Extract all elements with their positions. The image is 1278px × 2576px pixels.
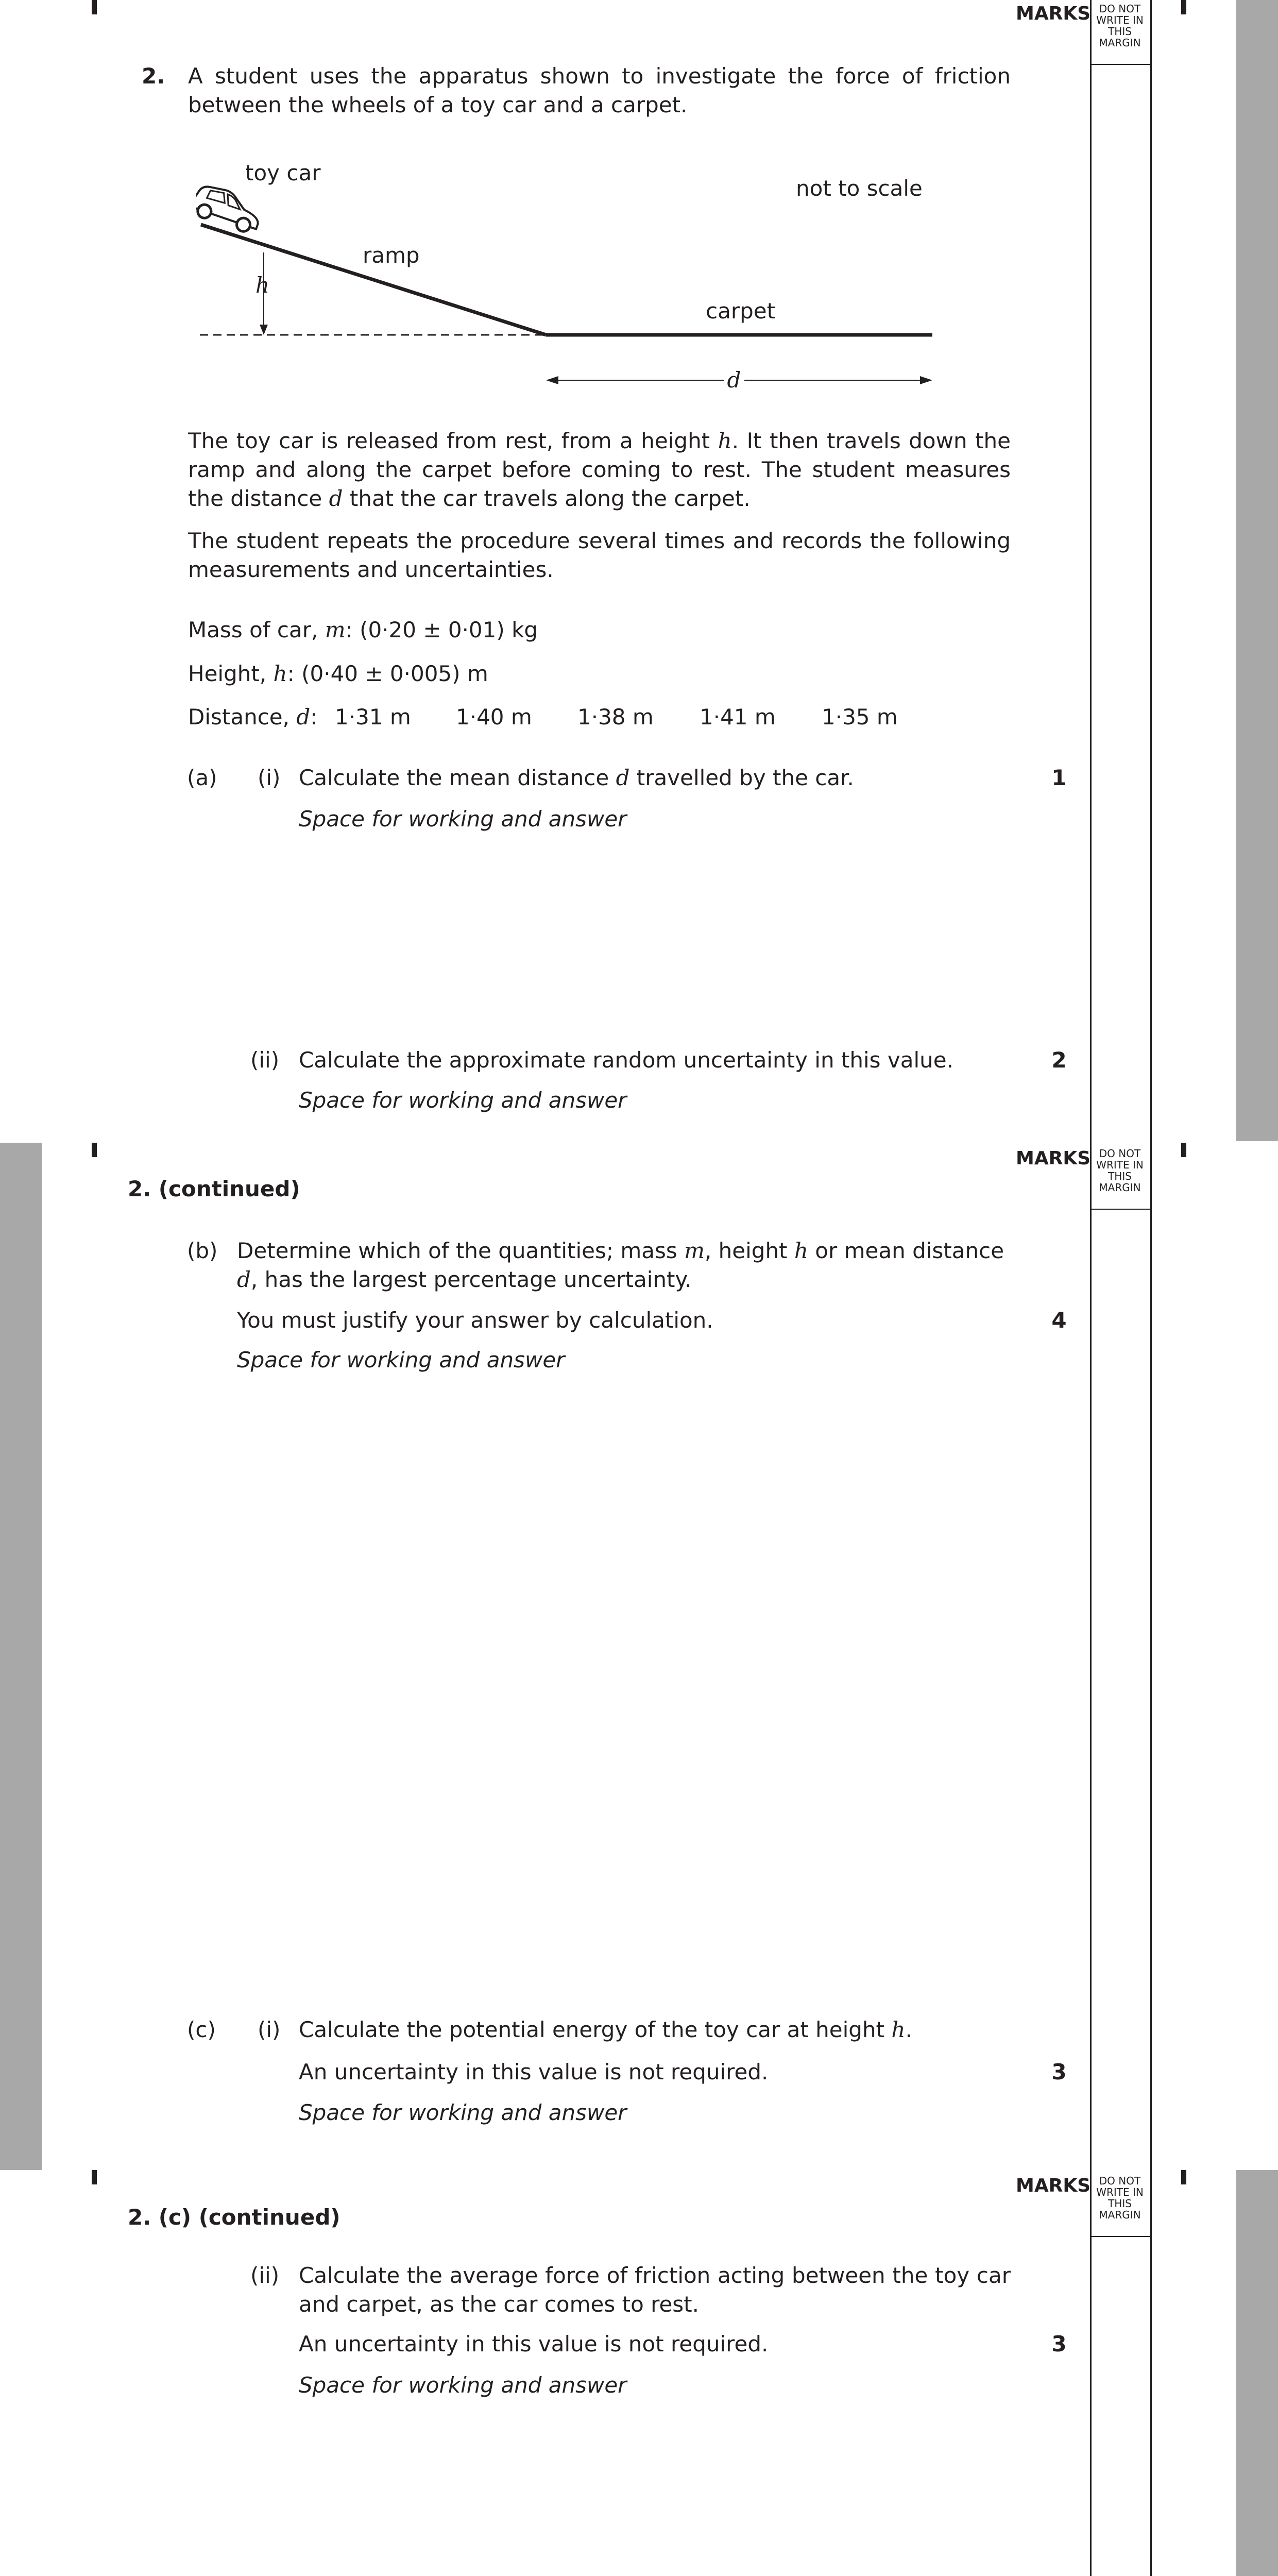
page-corner-mark: [1181, 1143, 1186, 1157]
mass-measurement: Mass of car, m: (0·20 ± 0·01) kg: [188, 617, 538, 642]
procedure-paragraph: The toy car is released from rest, from a height h. It then travels down the ramp and along the carpet before coming to rest. The student measures the distance d that the car travels along the carpet.: [188, 428, 1011, 511]
marks-value: 2: [1051, 1047, 1067, 1073]
toy-car-label: toy car: [245, 160, 321, 185]
do-not-write-underline: [1092, 64, 1150, 65]
part-c-ii-label: (ii): [250, 2263, 280, 2288]
page-edge-bar-right-1: [1236, 0, 1278, 1141]
height-arrowhead: [260, 325, 268, 335]
marks-heading: MARKS: [1016, 2175, 1091, 2196]
distance-value: 1·40 m: [456, 704, 532, 730]
part-a-i-label: (i): [258, 765, 281, 790]
apparatus-diagram: [196, 160, 958, 402]
distance-value: 1·31 m: [335, 704, 411, 730]
marks-value: 1: [1051, 765, 1067, 790]
height-measurement: Height, h: (0·40 ± 0·005) m: [188, 661, 488, 686]
part-c-i-question: Calculate the potential energy of the toy car at height h.: [299, 2017, 912, 2042]
do-not-write-underline: [1092, 1209, 1150, 1210]
not-to-scale-note: not to scale: [796, 176, 923, 201]
part-a-ii-question: Calculate the approximate random uncertainty in this value.: [299, 1047, 953, 1073]
justify-instruction: You must justify your answer by calculation.: [237, 1308, 713, 1333]
part-a-ii-label: (ii): [250, 1047, 280, 1073]
page-edge-bar-left-2: [0, 1143, 42, 2170]
working-space-prompt: Space for working and answer: [299, 1088, 627, 1113]
ramp-label: ramp: [363, 243, 420, 268]
marks-heading: MARKS: [1016, 3, 1091, 24]
marks-value: 3: [1051, 2059, 1067, 2084]
part-c-i-label: (i): [258, 2017, 281, 2042]
marks-heading: MARKS: [1016, 1148, 1091, 1169]
working-space-prompt: Space for working and answer: [299, 2372, 627, 2398]
working-space-prompt: Space for working and answer: [299, 2100, 627, 2125]
part-c-ii-question: Calculate the average force of friction acting between the toy car and carpet, as the car comes to rest.: [299, 2263, 1011, 2317]
distance-value: 1·35 m: [822, 704, 898, 730]
distance-arrowhead-left: [546, 376, 558, 384]
marks-value: 4: [1051, 1308, 1067, 1333]
repeat-paragraph: The student repeats the procedure several times and records the following measurements and uncertainties.: [188, 528, 1011, 582]
distance-value: 1·38 m: [577, 704, 654, 730]
do-not-write-underline: [1092, 2236, 1150, 2237]
distance-label: d: [727, 367, 741, 393]
part-a-label: (a): [187, 765, 217, 790]
distance-value: 1·41 m: [700, 704, 776, 730]
part-b-question: Determine which of the quantities; mass m, height h or mean distance d, has the largest percentage uncertainty.: [237, 1238, 1004, 1292]
page-corner-mark: [92, 1143, 97, 1157]
question-intro: A student uses the apparatus shown to investigate the force of friction between the wheels of a toy car and a carpet.: [188, 63, 1011, 117]
do-not-write-note: DO NOT WRITE IN THIS MARGIN: [1096, 2175, 1144, 2221]
ramp-line: [201, 225, 546, 335]
do-not-write-note: DO NOT WRITE IN THIS MARGIN: [1096, 1147, 1144, 1194]
do-not-write-note: DO NOT WRITE IN THIS MARGIN: [1096, 3, 1144, 49]
continued-heading: 2. (continued): [128, 1176, 300, 1201]
working-space-prompt: Space for working and answer: [299, 806, 627, 832]
continued-heading: 2. (c) (continued): [128, 2205, 340, 2230]
part-c-label: (c): [187, 2017, 216, 2042]
distance-measurement: Distance, d:: [188, 704, 318, 730]
page-corner-mark: [1181, 0, 1186, 14]
carpet-label: carpet: [706, 298, 776, 324]
page-corner-mark: [1181, 2170, 1186, 2184]
no-uncertainty-note: An uncertainty in this value is not required.: [299, 2059, 769, 2084]
part-a-i-question: Calculate the mean distance d travelled by the car.: [299, 765, 854, 790]
distance-arrowhead-right: [920, 376, 932, 384]
no-uncertainty-note: An uncertainty in this value is not required.: [299, 2331, 769, 2357]
working-space-prompt: Space for working and answer: [237, 1347, 565, 1372]
page-corner-mark: [92, 0, 97, 14]
marks-value: 3: [1051, 2331, 1067, 2357]
page-corner-mark: [92, 2170, 97, 2184]
part-b-label: (b): [187, 1238, 218, 1263]
question-number: 2.: [142, 63, 165, 89]
do-not-write-margin-line: [1150, 0, 1152, 2576]
page-edge-bar-right-3: [1236, 2170, 1278, 2576]
height-label: h: [255, 273, 270, 298]
